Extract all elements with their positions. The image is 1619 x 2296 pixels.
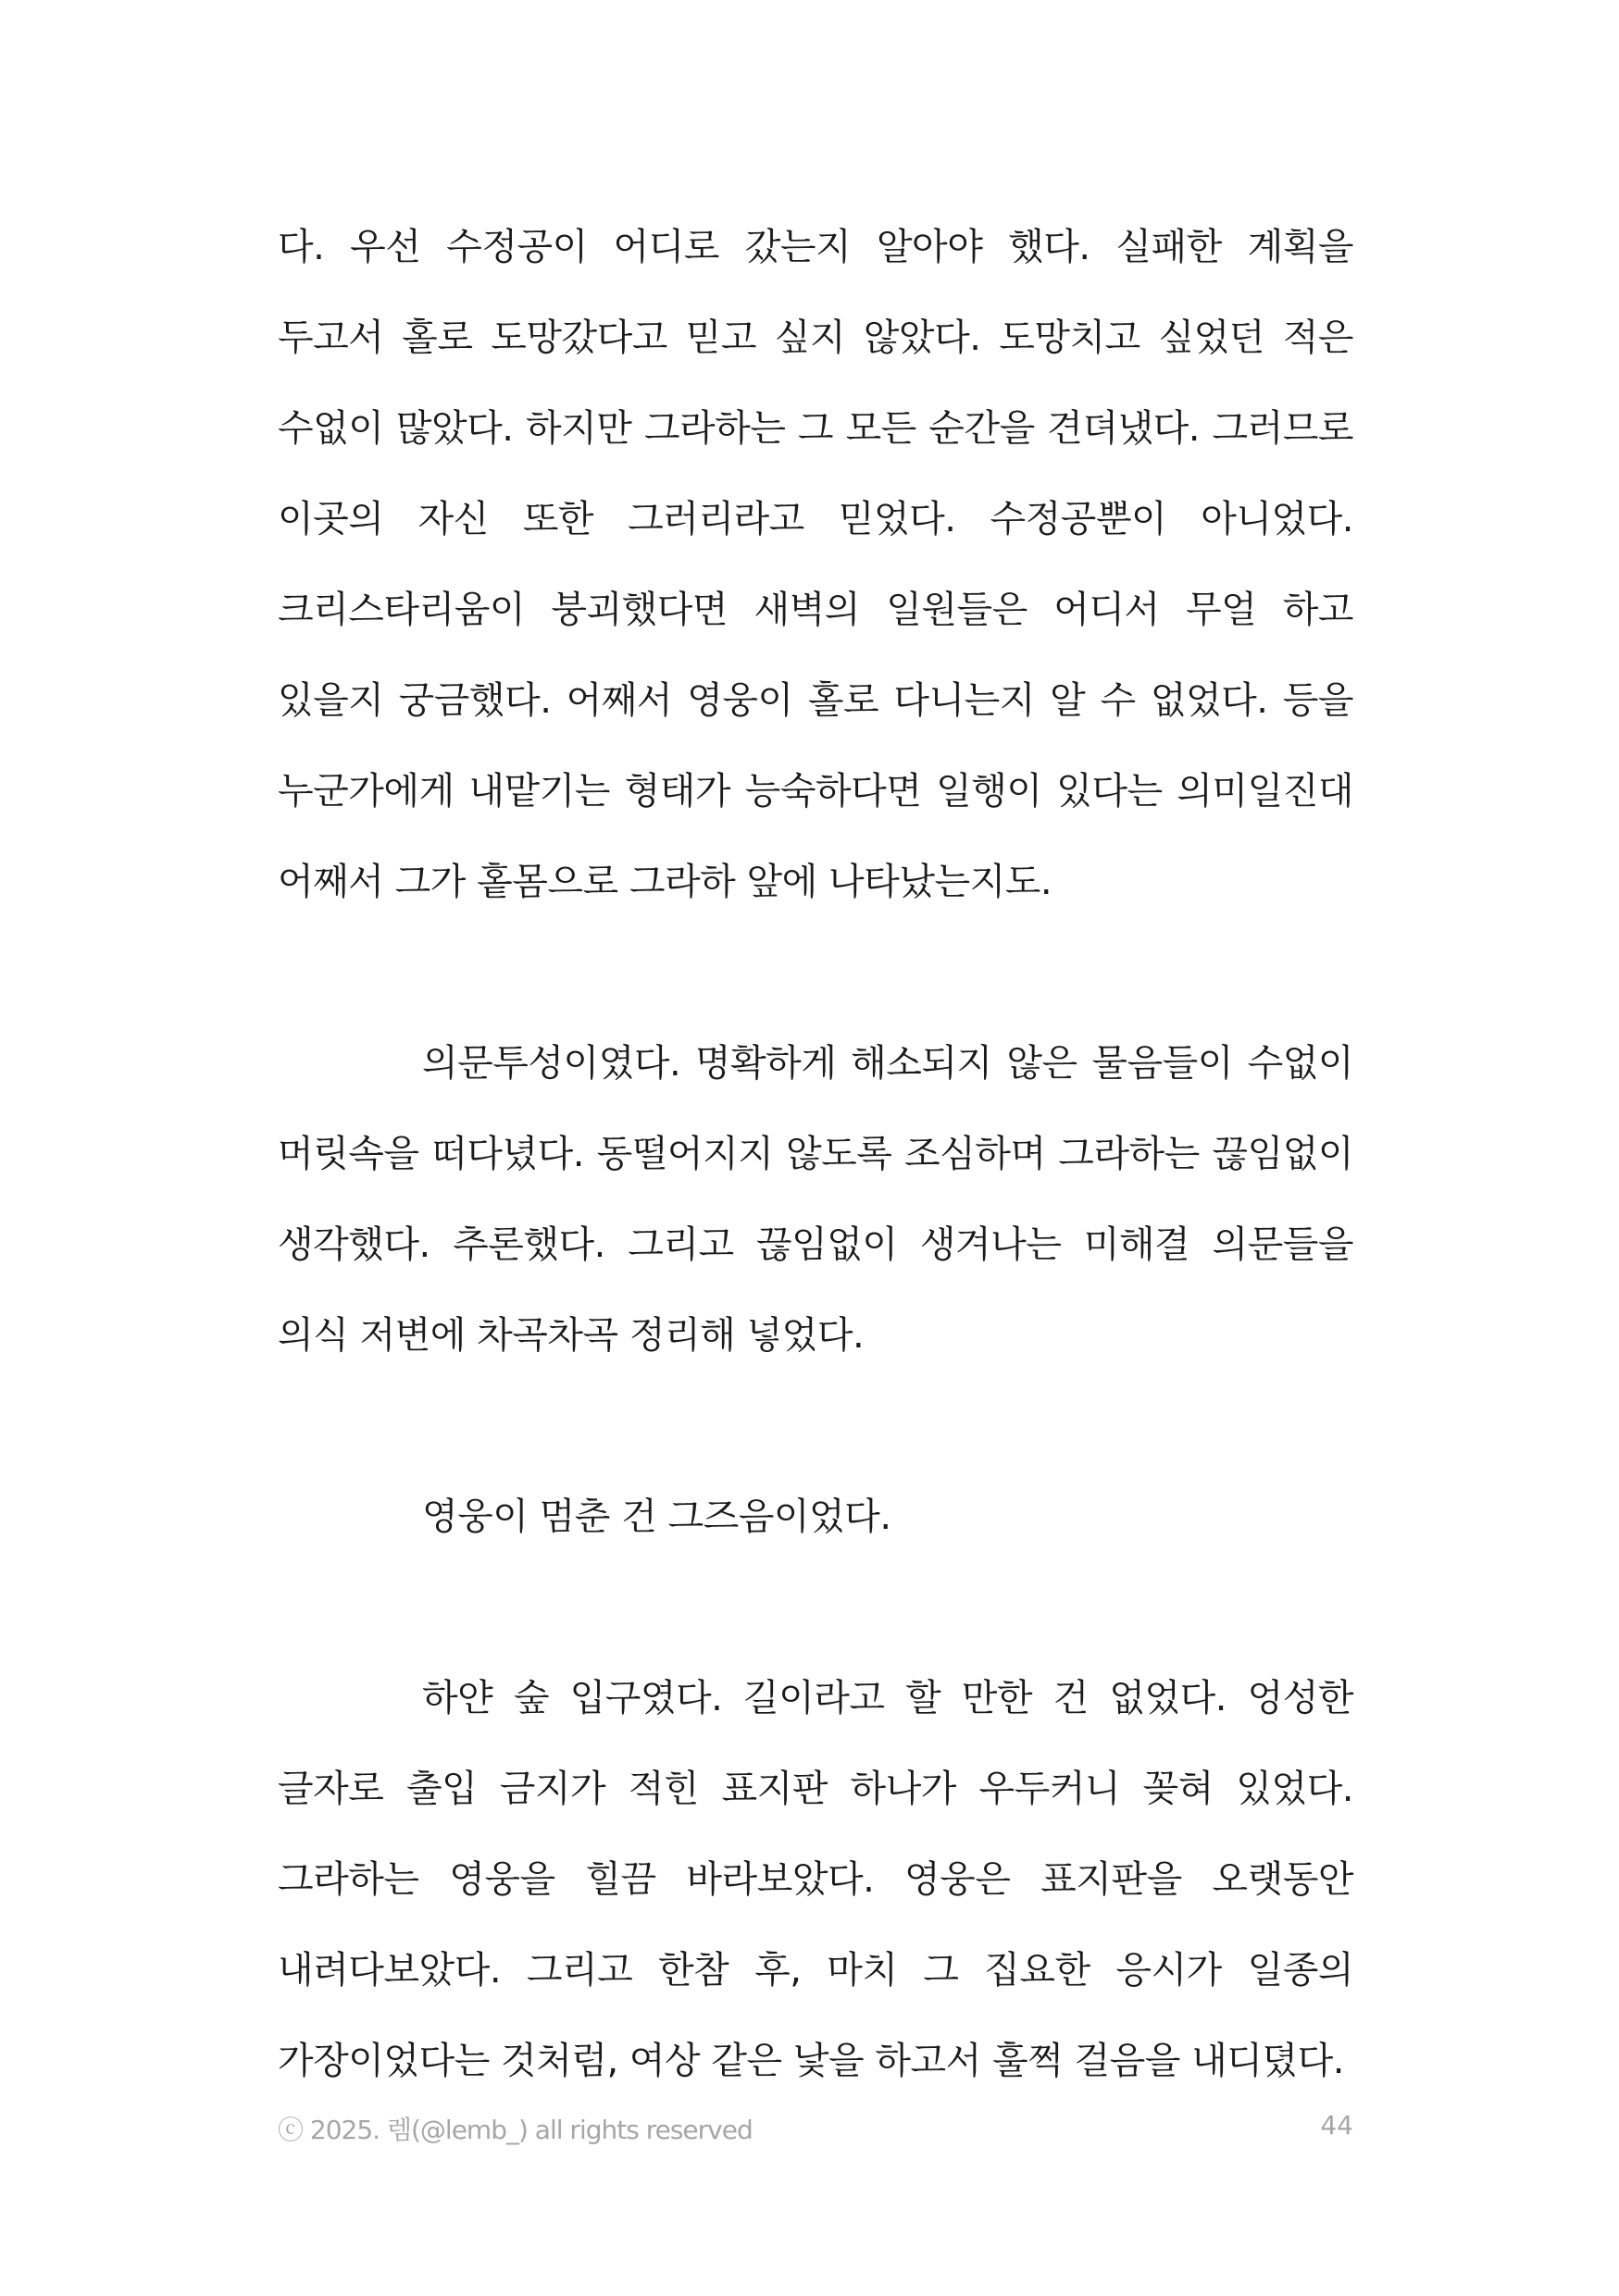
page-footer [278,2110,1353,2147]
paragraph-3: 영웅이 멈춘 건 그즈음이었다. [422,1496,891,1538]
body-text [278,202,1353,2106]
paragraph-1: 다. 우선 수정공이 어디로 갔는지 알아야 했다. 실패한 계획을 두고서 홀로 도망갔다고 믿고 싶지 않았다. 도망치고 싶었던 적은 수없이 많았다. 하지만 그라하는 그 모든 순간을 견뎌냈다. 그러므로 이곳의 자신 또한 그러리라고 믿었다. 수정공뿐이 아니었다. 크리스타리움이 붕괴했다면 새벽의 일원들은 어디서 무얼 하고 있을지 궁금했다. 어째서 영웅이 홀로 다니는지 알 수 없었다. 등을 누군가에게 내맡기는 형태가 능숙하다면 일행이 있다는 의미일진대 어째서 그가 홑몸으로 그라하 앞에 나타났는지도. [278,226,1353,903]
paragraph-2: 의문투성이였다. 명확하게 해소되지 않은 물음들이 수없이 머릿속을 떠다녔다. 동떨어지지 않도록 조심하며 그라하는 끊임없이 생각했다. 추론했다. 그리고 끊임없이 생겨나는 미해결 의문들을 의식 저변에 차곡차곡 정리해 넣었다. [278,1042,1353,1357]
paragraph-4: 하얀 숲 입구였다. 길이라고 할 만한 건 없었다. 엉성한 글자로 출입 금지가 적힌 표지판 하나가 우두커니 꽂혀 있었다. 그라하는 영웅을 힐끔 바라보았다. 영웅은 표지판을 오랫동안 내려다보았다. 그리고 한참 후, 마치 그 집요한 응시가 일종의 가장이었다는 것처럼, 여상 같은 낯을 하고서 훌쩍 걸음을 내디뎠다. [278,1677,1353,2082]
copyright-notice: ⓒ 2025. 렘(@lemb_) all rights reserved [278,2115,753,2145]
page-number: 44 [1320,2110,1353,2141]
